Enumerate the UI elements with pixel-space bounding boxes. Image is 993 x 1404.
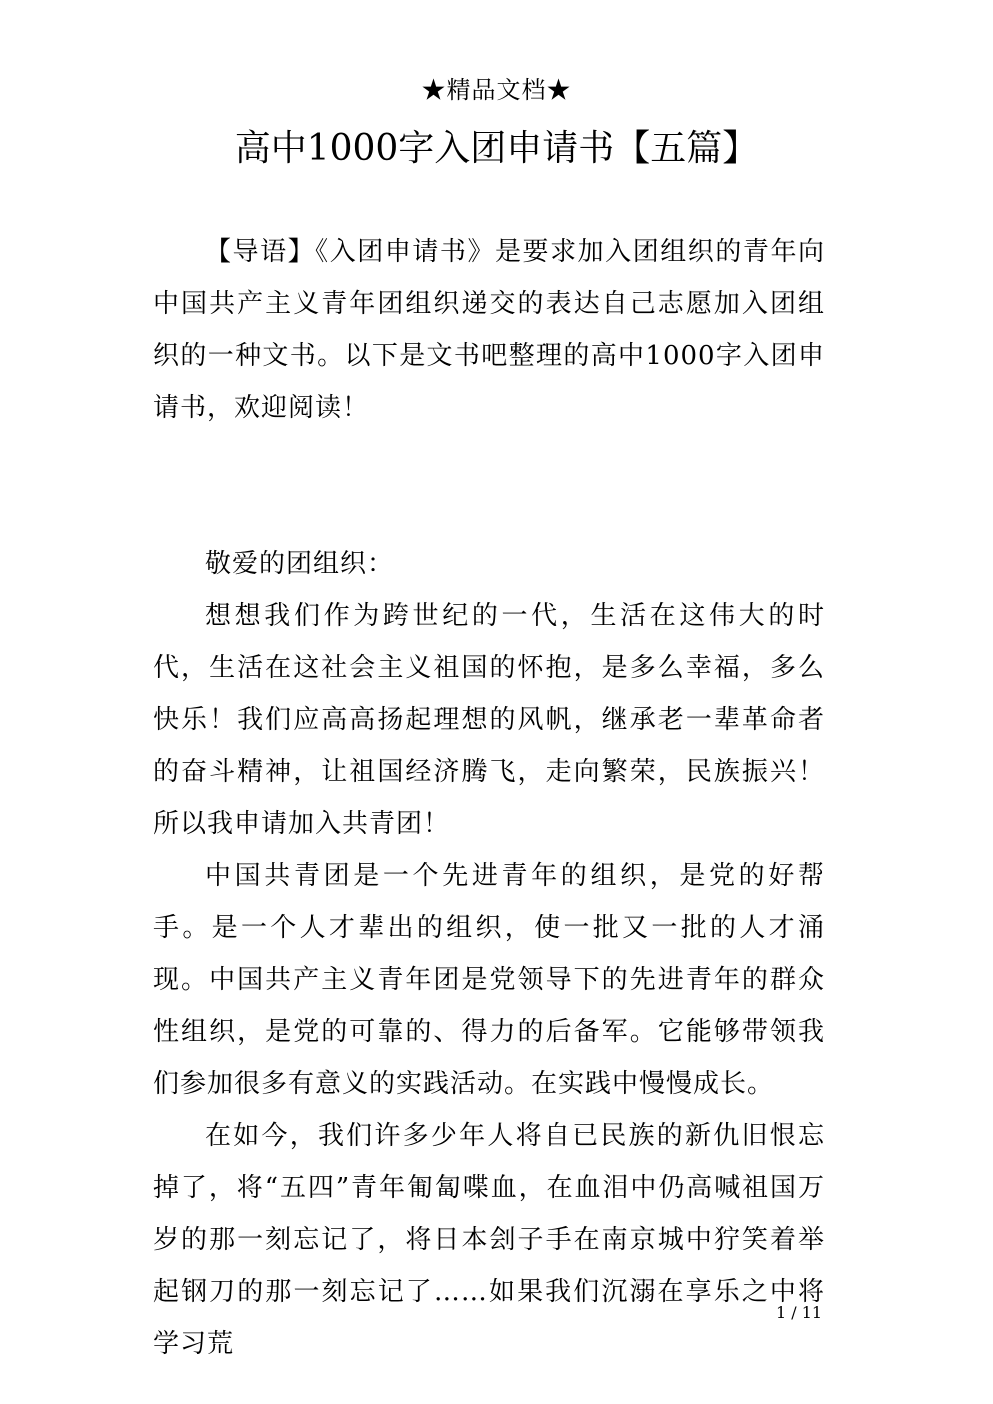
document-body <box>153 226 825 1370</box>
salutation: 敬爱的团组织： <box>205 549 395 579</box>
body-paragraph: 想想我们作为跨世纪的一代，生活在这伟大的时代，生活在这社会主义祖国的怀抱，是多么幸福，多么快乐！我们应高高扬起理想的风帆，继承老一辈革命者的奋斗精神，让祖国经济腾飞，走向繁荣，民族振兴！所以我申请加入共青团！ <box>153 601 825 839</box>
body-paragraph: 在如今，我们许多少年人将自已民族的新仇旧恨忘掉了，将“五四”青年匍匐喋血，在血泪中仍高喊祖国万岁的那一刻忘记了，将日本刽子手在南京城中狞笑着举起钢刀的那一刻忘记了……如果我们沉溺在享乐之中将学习荒 <box>153 1121 825 1359</box>
document-title: 高中1000字入团申请书【五篇】 <box>234 128 759 169</box>
body-paragraph: 中国共青团是一个先进青年的组织，是党的好帮手。是一个人才辈出的组织，使一批又一批的人才涌现。中国共产主义青年团是党领导下的先进青年的群众性组织，是党的可靠的、得力的后备军。它能够带领我们参加很多有意义的实践活动。在实践中慢慢成长。 <box>153 861 825 1099</box>
page-number: 1 / 11 <box>776 1303 823 1322</box>
paragraph-gap <box>153 434 825 538</box>
intro-paragraph: 【导语】《入团申请书》是要求加入团组织的青年向中国共产主义青年团组织递交的表达自己志愿加入团组织的一种文书。以下是文书吧整理的高中1000字入团申请书，欢迎阅读！ <box>153 237 825 423</box>
header-mark: ★精品文档★ <box>421 76 572 104</box>
